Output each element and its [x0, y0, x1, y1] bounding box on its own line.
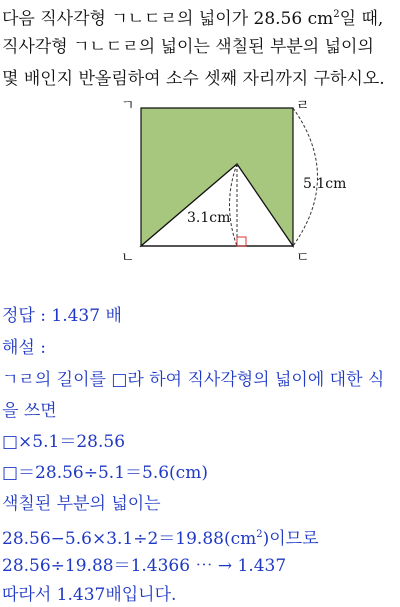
explanation-line-6: $28.56-5.6\times 3.1\div 2=19.88(cm^2)$이므로 — [2, 529, 319, 549]
explanation-title: 해설 : — [2, 338, 46, 358]
problem-line-1: 다음 직사각형 ㄱㄴㄷㄹ의 넓이가 28.56 $cm^2$일 때, — [2, 9, 384, 29]
vertex-bottom-left: ㄴ — [121, 250, 135, 266]
height-label: 5.1cm — [303, 176, 347, 192]
explanation-line-5: 색칠된 부분의 넓이는 — [2, 494, 161, 514]
rectangle-figure — [0, 0, 400, 280]
explanation-line-8: 따라서 1.437배입니다. — [2, 585, 177, 605]
vertex-top-left: ㄱ — [121, 98, 135, 114]
vertex-bottom-right: ㄷ — [296, 250, 310, 266]
triangle-height-label: 3.1cm — [187, 210, 231, 226]
explanation-line-4: □＝28.56÷5.1＝5.6(cm) — [2, 463, 208, 483]
explanation-line-2: 을 쓰면 — [2, 401, 57, 421]
answer-label: 정답 : 1.437 배 — [2, 306, 122, 326]
explanation-line-3: □×5.1＝28.56 — [2, 432, 126, 452]
explanation-line-7: 28.56÷19.88＝1.4366 ⋯ → 1.437 — [2, 556, 287, 576]
explanation-line-1: ㄱㄹ의 길이를 □라 하여 직사각형의 넓이에 대한 식 — [2, 370, 385, 390]
problem-line-3: 몇 배인지 반올림하여 소수 셋째 자리까지 구하시오. — [2, 69, 385, 89]
vertex-top-right: ㄹ — [296, 98, 310, 114]
problem-line-2: 직사각형 ㄱㄴㄷㄹ의 넓이는 색칠된 부분의 넓이의 — [2, 37, 374, 57]
